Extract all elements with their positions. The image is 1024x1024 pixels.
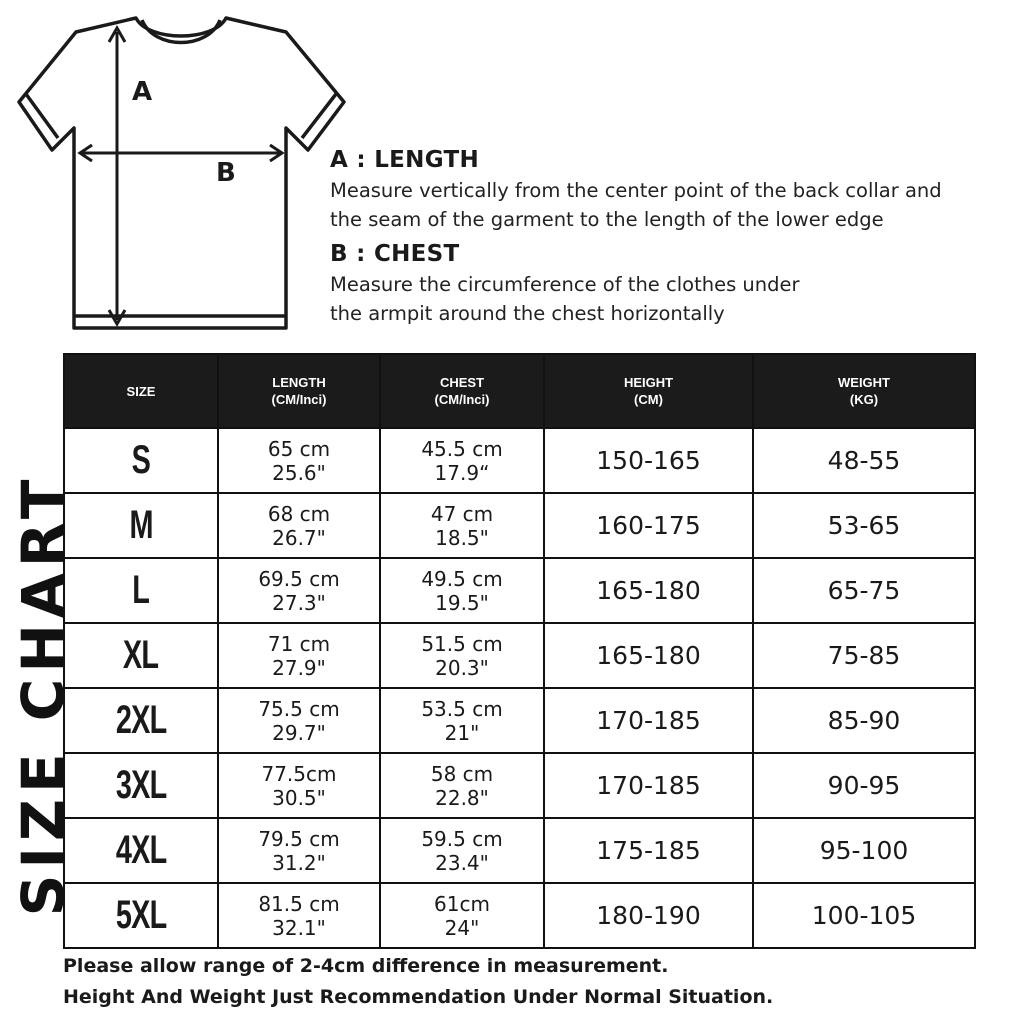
- chest-cell: 53.5 cm 21": [380, 688, 544, 753]
- size-cell: 4XL: [64, 818, 218, 883]
- chest-cell: 51.5 cm 20.3": [380, 623, 544, 688]
- height-cell: 180-190: [544, 883, 753, 948]
- weight-cell: 75-85: [753, 623, 975, 688]
- height-cell: 175-185: [544, 818, 753, 883]
- chest-cell: 49.5 cm 19.5": [380, 558, 544, 623]
- weight-cell: 85-90: [753, 688, 975, 753]
- length-cell: 75.5 cm 29.7": [218, 688, 380, 753]
- chest-cell: 61cm 24": [380, 883, 544, 948]
- height-cell: 160-175: [544, 493, 753, 558]
- length-arrow: [109, 28, 125, 324]
- table-row: [64, 818, 975, 883]
- chest-description: [330, 270, 800, 328]
- header-size: SIZE: [64, 354, 218, 428]
- length-cell: 77.5cm 30.5": [218, 753, 380, 818]
- height-cell: 150-165: [544, 428, 753, 493]
- height-cell: 165-180: [544, 623, 753, 688]
- table-body: [64, 428, 975, 948]
- table-row: [64, 883, 975, 948]
- weight-cell: 65-75: [753, 558, 975, 623]
- length-cell: 68 cm 26.7": [218, 493, 380, 558]
- header-weight: WEIGHT (KG): [753, 354, 975, 428]
- header-chest: CHEST (CM/Inci): [380, 354, 544, 428]
- size-cell: 3XL: [64, 753, 218, 818]
- tshirt-measurement-diagram: [14, 10, 349, 342]
- left-sleeve-hem: [26, 94, 58, 138]
- footnote-tolerance: Please allow range of 2-4cm difference in measurement.: [63, 955, 669, 977]
- table-row: [64, 558, 975, 623]
- chest-desc-line: the armpit around the chest horizontally: [330, 302, 725, 325]
- size-cell: 2XL: [64, 688, 218, 753]
- height-cell: 165-180: [544, 558, 753, 623]
- table-header-row: [64, 354, 975, 428]
- table-row: [64, 428, 975, 493]
- size-table: [63, 353, 976, 949]
- table-row: [64, 753, 975, 818]
- size-cell: 5XL: [64, 883, 218, 948]
- length-title: A : LENGTH: [330, 147, 480, 173]
- length-desc-line: Measure vertically from the center point of the back collar and: [330, 179, 942, 202]
- footnote-recommendation: Height And Weight Just Recommendation Under Normal Situation.: [63, 986, 774, 1008]
- side-title: SIZE CHART: [9, 473, 77, 917]
- length-cell: 79.5 cm 31.2": [218, 818, 380, 883]
- chest-legend: [330, 241, 800, 328]
- header-length: LENGTH (CM/Inci): [218, 354, 380, 428]
- tshirt-outline: [19, 18, 344, 328]
- label-b: B: [216, 158, 236, 188]
- length-cell: 71 cm 27.9": [218, 623, 380, 688]
- header-height: HEIGHT (CM): [544, 354, 753, 428]
- table-row: [64, 623, 975, 688]
- length-cell: 81.5 cm 32.1": [218, 883, 380, 948]
- size-cell: M: [64, 493, 218, 558]
- length-legend: [330, 147, 942, 234]
- length-desc-line: the seam of the garment to the length of the lower edge: [330, 208, 884, 231]
- weight-cell: 90-95: [753, 753, 975, 818]
- size-cell: XL: [64, 623, 218, 688]
- length-cell: 65 cm 25.6": [218, 428, 380, 493]
- weight-cell: 48-55: [753, 428, 975, 493]
- chest-cell: 45.5 cm 17.9“: [380, 428, 544, 493]
- weight-cell: 95-100: [753, 818, 975, 883]
- chest-cell: 47 cm 18.5": [380, 493, 544, 558]
- height-cell: 170-185: [544, 688, 753, 753]
- weight-cell: 100-105: [753, 883, 975, 948]
- chest-cell: 58 cm 22.8": [380, 753, 544, 818]
- chest-arrow: [80, 145, 282, 161]
- weight-cell: 53-65: [753, 493, 975, 558]
- table-row: [64, 688, 975, 753]
- length-description: [330, 176, 942, 234]
- right-sleeve-hem: [302, 94, 336, 138]
- size-cell: S: [64, 428, 218, 493]
- size-cell: L: [64, 558, 218, 623]
- label-a: A: [132, 77, 153, 107]
- chest-desc-line: Measure the circumference of the clothes under: [330, 273, 800, 296]
- table-row: [64, 493, 975, 558]
- length-cell: 69.5 cm 27.3": [218, 558, 380, 623]
- chest-title: B : CHEST: [330, 241, 460, 267]
- height-cell: 170-185: [544, 753, 753, 818]
- chest-cell: 59.5 cm 23.4": [380, 818, 544, 883]
